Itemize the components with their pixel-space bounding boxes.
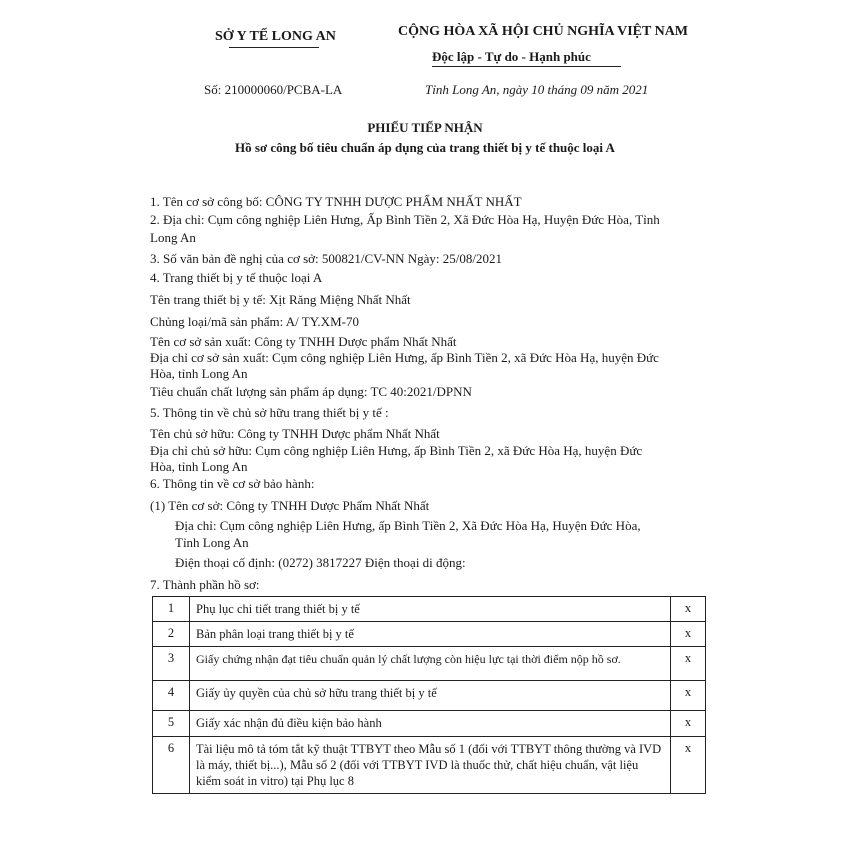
doc-subtitle: Hồ sơ công bố tiêu chuẩn áp dụng của trang thiết bị y tế thuộc loại A [235, 140, 615, 155]
field-address-cont: Long An [150, 230, 196, 245]
row-check-mark: x [671, 737, 706, 794]
table-row [153, 711, 706, 737]
row-check-mark: x [671, 597, 706, 622]
row-description: Tài liệu mô tả tóm tắt kỹ thuật TTBYT theo Mẫu số 1 (đối với TTBYT thông thường và IVD là máy, thiết bị...), Mẫu số 2 (đối với TTBYT IVD là thuốc thử, chất hiệu chuẩn, vật liệu kiểm soát in vitro) tại Phụ lục 8 [190, 737, 671, 794]
field-facility-name: 1. Tên cơ sở công bố: CÔNG TY TNHH DƯỢC PHẨM NHẤT NHẤT [150, 194, 522, 209]
row-check-mark: x [671, 711, 706, 737]
row-number: 2 [153, 622, 190, 647]
field-manufacturer: Tên cơ sở sản xuất: Công ty TNHH Dược phẩm Nhất Nhất [150, 334, 457, 349]
field-address: 2. Địa chỉ: Cụm công nghiệp Liên Hưng, Ấp Bình Tiền 2, Xã Đức Hòa Hạ, Huyện Đức Hòa, Tỉnh [150, 212, 660, 227]
field-manufacturer-address: Địa chỉ cơ sở sản xuất: Cụm công nghiệp Liên Hưng, ấp Bình Tiền 2, xã Đức Hòa Hạ, huyện Đức [150, 350, 659, 365]
row-description: Bản phân loại trang thiết bị y tế [190, 622, 671, 647]
field-warranty-address-cont: Tỉnh Long An [175, 535, 249, 550]
place-date: Tỉnh Long An, ngày 10 tháng 09 năm 2021 [425, 82, 649, 97]
document-number: Số: 210000060/PCBA-LA [204, 82, 343, 97]
row-check-mark: x [671, 647, 706, 681]
field-request-doc: 3. Số văn bản đề nghị của cơ sở: 500821/CV-NN Ngày: 25/08/2021 [150, 251, 502, 266]
field-quality-standard: Tiêu chuẩn chất lượng sản phẩm áp dụng: TC 40:2021/DPNN [150, 384, 472, 399]
row-description: Giấy xác nhận đủ điều kiện bảo hành [190, 711, 671, 737]
section-dossier-components: 7. Thành phần hồ sơ: [150, 577, 260, 592]
table-row [153, 647, 706, 681]
row-number: 6 [153, 737, 190, 794]
row-description: Giấy ủy quyền của chủ sở hữu trang thiết bị y tế [190, 681, 671, 711]
field-device-name: Tên trang thiết bị y tế: Xịt Răng Miệng Nhất Nhất [150, 292, 411, 307]
row-description: Phụ lục chi tiết trang thiết bị y tế [190, 597, 671, 622]
field-warranty-name: (1) Tên cơ sở: Công ty TNHH Dược Phẩm Nhất Nhất [150, 498, 430, 513]
table-row [153, 622, 706, 647]
row-check-mark: x [671, 681, 706, 711]
dossier-table [152, 596, 706, 794]
section-owner-info: 5. Thông tin về chủ sở hữu trang thiết bị y tế : [150, 405, 389, 420]
table-row [153, 597, 706, 622]
row-number: 5 [153, 711, 190, 737]
motto-underline [432, 66, 621, 67]
field-manufacturer-address-cont: Hòa, tỉnh Long An [150, 366, 248, 381]
field-warranty-address: Địa chỉ: Cụm công nghiệp Liên Hưng, ấp Bình Tiền 2, Xã Đức Hòa Hạ, Huyện Đức Hòa, [175, 518, 641, 533]
row-number: 3 [153, 647, 190, 681]
table-row [153, 737, 706, 794]
row-number: 4 [153, 681, 190, 711]
field-owner-address-cont: Hòa, tỉnh Long An [150, 459, 248, 474]
row-check-mark: x [671, 622, 706, 647]
doc-title: PHIẾU TIẾP NHẬN [367, 120, 483, 135]
field-owner-address: Địa chỉ chủ sở hữu: Cụm công nghiệp Liên Hưng, ấp Bình Tiền 2, xã Đức Hòa Hạ, huyện Đức [150, 443, 643, 458]
motto: Độc lập - Tự do - Hạnh phúc [432, 49, 591, 64]
section-warranty-info: 6. Thông tin về cơ sở bảo hành: [150, 476, 315, 491]
country-name: CỘNG HÒA XÃ HỘI CHỦ NGHĨA VIỆT NAM [398, 24, 689, 39]
field-warranty-phone: Điện thoại cố định: (0272) 3817227 Điện thoại di động: [175, 555, 466, 570]
table-row [153, 681, 706, 711]
row-number: 1 [153, 597, 190, 622]
field-product-code: Chủng loại/mã sản phẩm: A/ TY.XM-70 [150, 314, 359, 329]
agency-underline [229, 47, 319, 48]
row-description: Giấy chứng nhận đạt tiêu chuẩn quản lý chất lượng còn hiệu lực tại thời điểm nộp hồ sơ. [190, 647, 671, 681]
agency-name: SỞ Y TẾ LONG AN [215, 29, 336, 44]
section-device-class-a: 4. Trang thiết bị y tế thuộc loại A [150, 270, 323, 285]
field-owner-name: Tên chủ sở hữu: Công ty TNHH Dược phẩm Nhất Nhất [150, 426, 440, 441]
